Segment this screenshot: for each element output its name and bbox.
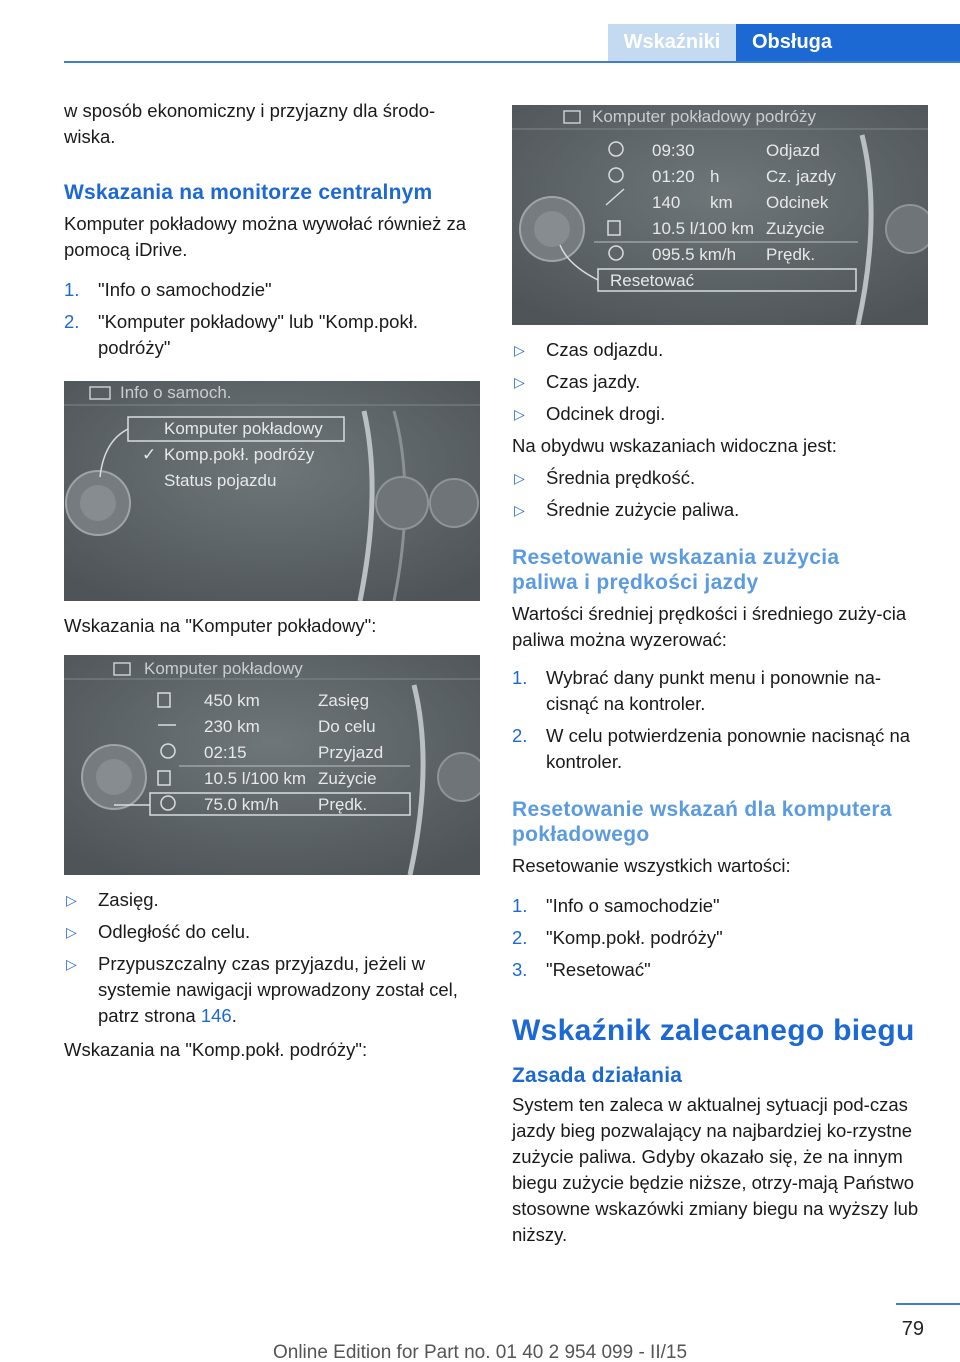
right-column: [512, 105, 928, 1248]
check-icon: ✓: [142, 445, 157, 464]
reset-menu-item: Resetować: [610, 271, 695, 290]
list-item: 1. "Info o samochodzie": [512, 895, 720, 916]
list-item: 3. "Resetować": [512, 959, 651, 980]
list-item: 2. "Komp.pokł. podróży": [512, 927, 723, 948]
komp-bullets: [64, 887, 480, 1029]
header-rule: [64, 61, 960, 63]
screen-graphics: [64, 381, 480, 601]
screen3-value: 095.5 km/h: [652, 245, 737, 264]
screen3-label: Zużycie: [766, 219, 825, 238]
screen1-item: Komputer pokładowy: [164, 419, 323, 438]
page-link-146[interactable]: 146: [200, 1005, 232, 1026]
page-number: 79: [901, 1318, 924, 1340]
footer-rule: [896, 1303, 960, 1305]
screen3-value: 140: [652, 193, 681, 212]
screen3-title: Komputer pokładowy podróży: [592, 107, 816, 126]
list-item: ▷ Średnie zużycie paliwa.: [512, 497, 928, 523]
list-item: 1. "Info o samochodzie": [64, 279, 272, 300]
screen-graphics: [64, 655, 480, 875]
header-tab-obsluga[interactable]: Obsługa: [736, 24, 960, 61]
screen3-label: Prędk.: [766, 245, 816, 264]
heading-gear-indicator: Wskaźnik zalecanego biegu: [512, 1014, 915, 1047]
heading-monitor: Wskazania na monitorze centralnym: [64, 181, 433, 204]
podrozy-bullets: [512, 337, 928, 427]
screen3-unit: h: [710, 167, 720, 186]
heading-principle: Zasada działania: [512, 1064, 683, 1087]
list-item: ▷ Czas jazdy.: [512, 369, 928, 395]
list-item: 1. Wybrać dany punkt menu i ponownie na-cisnąć na kontroler.: [512, 667, 882, 714]
screen1-item: Status pojazdu: [164, 471, 277, 490]
intro-text: w sposób ekonomiczny i przyjazny dla środo-wiska.: [64, 100, 436, 147]
heading-reset-all: Resetowanie wskazań dla komputera pokładowego: [512, 798, 892, 846]
list-item: ▷ Średnia prędkość.: [512, 465, 928, 491]
screen3-value: 01:20: [652, 167, 695, 186]
both-text: Na obydwu wskazaniach widoczna jest:: [512, 435, 837, 456]
screen1-title: Info o samoch.: [120, 383, 232, 402]
list-item: ▷ Przypuszczalny czas przyjazdu, jeżeli w systemie nawigacji wprowadzony został cel, patrz strona 146.: [66, 953, 458, 1026]
list-item: 2. "Komputer pokładowy" lub "Komp.pokł. podróży": [64, 311, 418, 358]
list-item: ▷ Odcinek drogi.: [512, 401, 928, 427]
screen3-label: Odjazd: [766, 141, 820, 160]
triangle-bullet-icon: ▷: [66, 924, 77, 940]
heading-reset-consumption: Resetowanie wskazania zużycia paliwa i prędkości jazdy: [512, 546, 840, 594]
footer-edition: Online Edition for Part no. 01 40 2 954 099 - II/15: [272, 1342, 688, 1362]
steps-list: [64, 277, 480, 361]
screen3-unit: km: [710, 193, 733, 212]
screen3-label: Cz. jazdy: [766, 167, 836, 186]
screen-komputer-podrozy: [512, 105, 928, 325]
screen3-value: 10.5 l/100 km: [652, 219, 755, 238]
screen2-label: Prędk.: [318, 795, 368, 814]
triangle-bullet-icon: ▷: [514, 470, 525, 486]
komp-text: Wskazania na "Komputer pokładowy":: [64, 615, 377, 636]
screen1-item: Komp.pokł. podróży: [164, 445, 315, 464]
monitor-text: Komputer pokładowy można wywołać również za pomocą iDrive.: [64, 213, 467, 260]
screen-komputer: [64, 655, 480, 875]
screen3-label: Odcinek: [766, 193, 829, 212]
triangle-bullet-icon: ▷: [514, 406, 525, 422]
screen2-label: Przyjazd: [318, 743, 384, 762]
reset-text: Wartości średniej prędkości i średniego zuży-cia paliwa można wyzerować:: [512, 603, 907, 650]
screen3-value: 09:30: [652, 141, 695, 160]
screen-info-menu: [64, 381, 480, 601]
list-item: ▷ Odległość do celu.: [64, 919, 480, 945]
triangle-bullet-icon: ▷: [66, 892, 77, 908]
screen-graphics: [512, 105, 928, 325]
header-tab-wskazniki[interactable]: Wskaźniki: [608, 24, 736, 61]
reset-steps: [512, 665, 928, 775]
screen2-value: 450 km: [204, 691, 260, 710]
triangle-bullet-icon: ▷: [514, 502, 525, 518]
reset-all-text: Resetowanie wszystkich wartości:: [512, 855, 791, 876]
screen2-title: Komputer pokładowy: [144, 659, 303, 678]
reset-all-steps: [512, 893, 928, 983]
list-item: ▷ Czas odjazdu.: [512, 337, 928, 363]
triangle-bullet-icon: ▷: [514, 342, 525, 358]
screen2-label: Do celu: [318, 717, 376, 736]
podrozy-text: Wskazania na "Komp.pokł. podróży":: [64, 1039, 368, 1060]
screen2-value: 02:15: [204, 743, 247, 762]
screen2-value: 75.0 km/h: [204, 795, 279, 814]
triangle-bullet-icon: ▷: [66, 956, 77, 972]
left-column: [64, 98, 480, 1063]
screen2-value: 10.5 l/100 km: [204, 769, 307, 788]
list-item: ▷ Zasięg.: [64, 887, 480, 913]
list-item: 2. W celu potwierdzenia ponownie nacisnąć na kontroler.: [512, 725, 911, 772]
principle-text: System ten zaleca w aktualnej sytuacji pod-czas jazdy bieg pozwalający na najbardziej ko-rzystne zużycie paliwa. Gdyby okazało się, że na innym biegu zużycie będzie niższe, otrzy-mają Państwo stosowne wskazówki zmiany biegu na wyższy lub niższy.: [512, 1094, 919, 1245]
triangle-bullet-icon: ▷: [514, 374, 525, 390]
screen2-label: Zasięg: [318, 691, 370, 710]
both-bullets: [512, 465, 928, 523]
screen2-value: 230 km: [204, 717, 260, 736]
screen2-label: Zużycie: [318, 769, 377, 788]
